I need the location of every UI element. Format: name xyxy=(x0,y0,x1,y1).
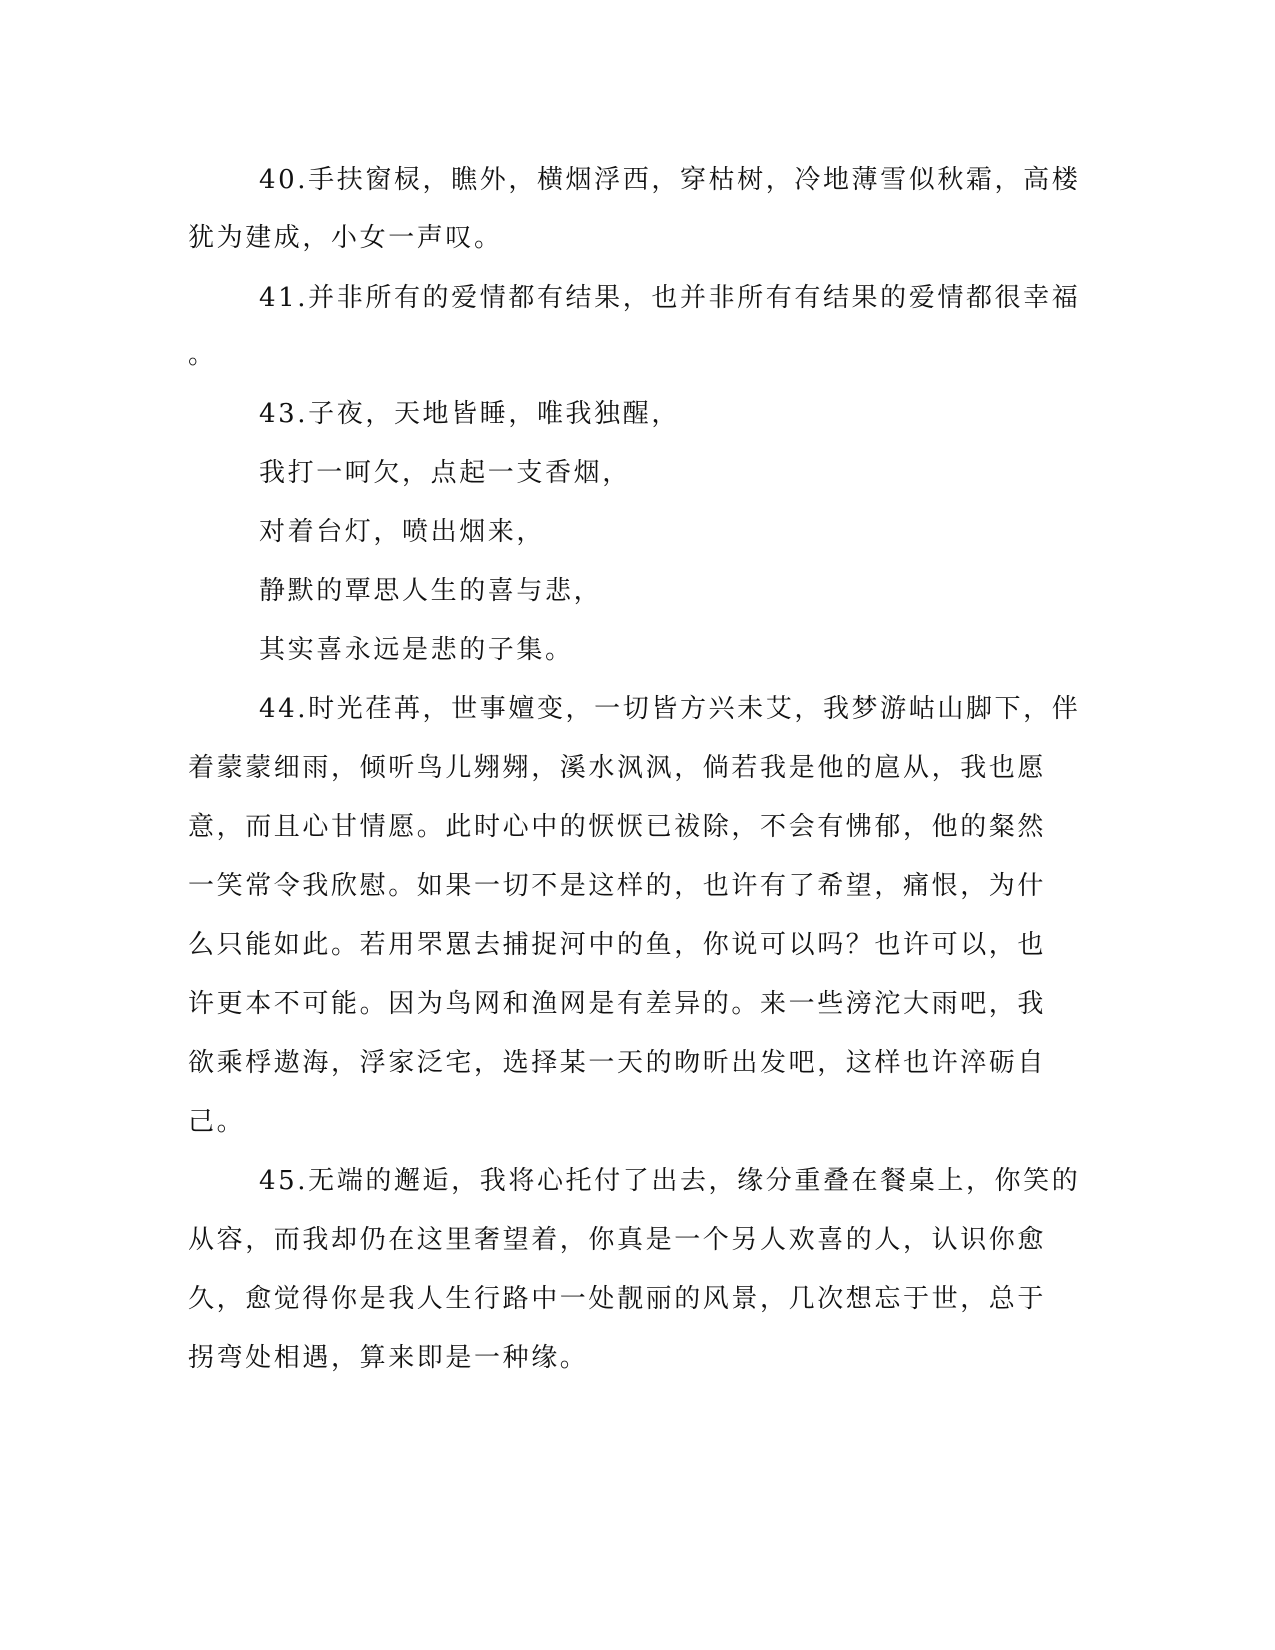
entry-44-line-4: 一笑常令我欣慰。如果一切不是这样的，也许有了希望，痛恨，为什 xyxy=(188,871,1047,901)
entry-44-line-3: 意，而且心甘情愿。此时心中的恹恹已祓除，不会有怫郁，他的粲然 xyxy=(188,812,1047,842)
entry-45-line-4: 拐弯处相遇，算来即是一种缘。 xyxy=(188,1343,589,1373)
entry-43-line-1: 43.子夜，天地皆睡，唯我独醒， xyxy=(259,399,680,429)
entry-43-line-3: 对着台灯，喷出烟来， xyxy=(259,517,546,547)
entry-44-line-2: 着蒙蒙细雨，倾听鸟儿翙翙，溪水沨沨，倘若我是他的扈从，我也愿 xyxy=(188,753,1047,783)
entry-43-line-4: 静默的覃思人生的喜与悲， xyxy=(259,576,603,606)
entry-45-line-1: 45.无端的邂逅，我将心托付了出去，缘分重叠在餐桌上，你笑的 xyxy=(259,1166,1081,1196)
entry-40-line-1: 40.手扶窗棂，瞧外，横烟浮西，穿枯树，冷地薄雪似秋霜，高楼 xyxy=(259,165,1081,195)
entry-44-line-7: 欲乘桴遨海，浮家泛宅，选择某一天的昒昕出发吧，这样也许淬砺自 xyxy=(188,1048,1047,1078)
entry-44-line-6: 许更本不可能。因为鸟网和渔网是有差异的。来一些滂沱大雨吧，我 xyxy=(188,989,1047,1019)
entry-45-line-2: 从容，而我却仍在这里奢望着，你真是一个另人欢喜的人，认识你愈 xyxy=(188,1225,1047,1255)
entry-43-line-2: 我打一呵欠，点起一支香烟， xyxy=(259,458,631,488)
entry-41-line-2: 。 xyxy=(188,340,217,370)
entry-45-line-3: 久，愈觉得你是我人生行路中一处靓丽的风景，几次想忘于世，总于 xyxy=(188,1284,1047,1314)
entry-40-line-2: 犹为建成，小女一声叹。 xyxy=(188,223,503,253)
entry-41-line-1: 41.并非所有的爱情都有结果，也并非所有有结果的爱情都很幸福 xyxy=(259,283,1081,313)
entry-44-line-1: 44.时光荏苒，世事嬗变，一切皆方兴未艾，我梦游岵山脚下，伴 xyxy=(259,694,1081,724)
entry-44-line-5: 么只能如此。若用罘罳去捕捉河中的鱼，你说可以吗？也许可以，也 xyxy=(188,930,1047,960)
entry-44-line-8: 己。 xyxy=(188,1107,246,1137)
entry-43-line-5: 其实喜永远是悲的子集。 xyxy=(259,635,574,665)
